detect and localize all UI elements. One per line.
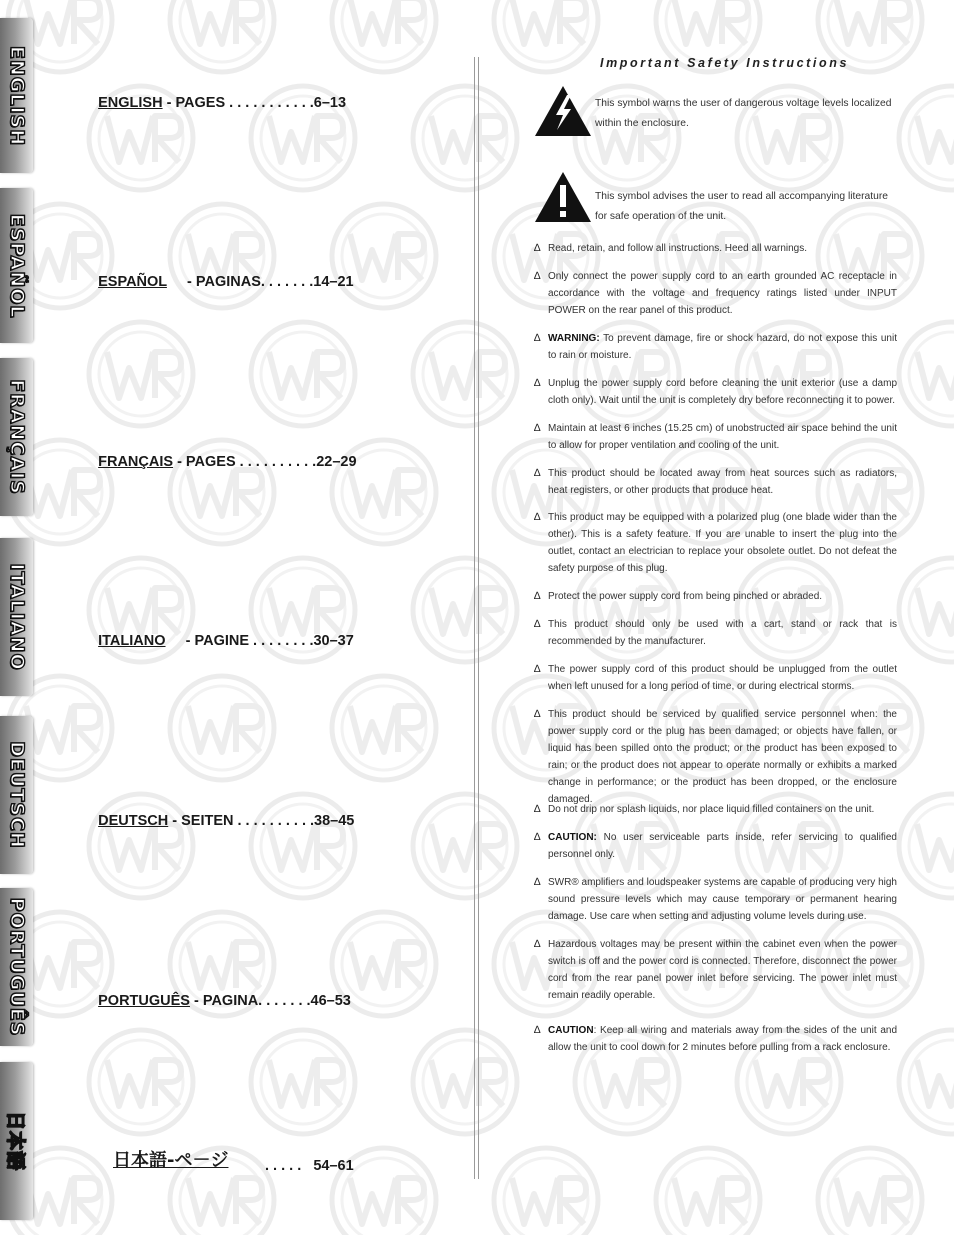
bullet-delta: ∆ — [534, 270, 541, 282]
bullet-delta: ∆ — [534, 1024, 541, 1036]
bullet-delta: ∆ — [534, 590, 541, 602]
bullet-delta: ∆ — [534, 708, 541, 720]
toc-entry-portugues[interactable] — [82, 977, 351, 1025]
toc-japanese-page-range: . . . . . 54–61 — [265, 1158, 354, 1174]
tab-espanol-label: ESPAÑOL — [5, 213, 28, 318]
toc-language-name: DEUTSCH — [98, 813, 169, 829]
item-text: SWR® amplifiers and loudspeaker systems are capable of producing very high sound pressure levels which may cause temporary or permanent hearing damage. Use care when setting and adjusting volume levels during use. — [548, 877, 897, 922]
item-prefix: CAUTION: — [548, 832, 597, 843]
toc-language-name: FRANÇAIS — [98, 454, 174, 470]
bullet-delta: ∆ — [534, 831, 541, 843]
toc-entry-francais[interactable] — [82, 438, 357, 486]
item-text: To prevent damage, fire or shock hazard, do not expose this unit to rain or moisture. — [548, 333, 897, 361]
literature-warning-row — [534, 171, 898, 225]
tab-english-label: ENGLISH — [5, 45, 28, 146]
bullet-delta: ∆ — [534, 511, 541, 523]
toc-page-range: - PAGINA. . . . . . .46–53 — [189, 993, 351, 1009]
bullet-delta: ∆ — [534, 242, 541, 254]
item-text: Do not drip nor splash liquids, nor place liquid filled containers on the unit. — [548, 804, 875, 815]
toc-page-range: - PAGES . . . . . . . . . . .6–13 — [162, 95, 347, 111]
tab-portugues-label: PORTUGUÊS — [5, 897, 28, 1037]
toc-entry-english[interactable] — [82, 79, 346, 127]
bullet-delta: ∆ — [534, 618, 541, 630]
item-text: Maintain at least 6 inches (15.25 cm) of unobstructed air space behind the unit to allow for proper ventilation and cooling of the unit. — [548, 423, 897, 451]
item-prefix: CAUTION — [548, 1025, 594, 1036]
table-of-contents — [0, 0, 470, 1235]
item-text: This product should only be used with a cart, stand or rack that is recommended by the manufacturer. — [548, 619, 897, 647]
watermark-logo — [899, 794, 954, 898]
toc-language-name: PORTUGUÊS — [98, 993, 190, 1009]
tab-francais-label: FRANÇAIS — [5, 379, 28, 495]
watermark-logo — [899, 558, 954, 662]
lightning-warning-icon — [534, 85, 592, 137]
item-text: The power supply cord of this product should be unplugged from the outlet when left unused for a long period of time, or during electrical storms. — [548, 664, 897, 692]
toc-entry-japanese[interactable]: 日本語-ペ－ジ — [113, 1150, 229, 1171]
watermark-logo — [656, 1148, 760, 1235]
bullet-delta: ∆ — [534, 467, 541, 479]
column-divider-right — [478, 57, 479, 1179]
voltage-warning-row — [534, 85, 898, 139]
watermark-logo — [818, 1148, 922, 1235]
bullet-delta: ∆ — [534, 332, 541, 344]
watermark-logo — [494, 0, 598, 72]
toc-language-name: ENGLISH — [98, 95, 163, 111]
toc-page-range: - SEITEN . . . . . . . . . .38–45 — [168, 813, 355, 829]
toc-entry-espanol[interactable] — [82, 258, 354, 306]
toc-entry-italiano[interactable] — [82, 617, 354, 665]
tab-japanese-label: 日本語 — [4, 1110, 26, 1172]
literature-symbol-description: This symbol advises the user to read all accompanying literature for safe operation of the unit. — [595, 191, 889, 222]
bullet-delta: ∆ — [534, 938, 541, 950]
toc-language-name: ITALIANO — [98, 633, 166, 649]
item-prefix: WARNING: — [548, 333, 600, 344]
item-text: Protect the power supply cord from being pinched or abraded. — [548, 591, 823, 602]
item-text: This product should be located away from heat sources such as radiators, heat registers, or other products that produce heat. — [548, 468, 897, 496]
toc-page-range: - PAGINE . . . . . . . .30–37 — [165, 633, 354, 649]
bullet-delta: ∆ — [534, 803, 541, 815]
bullet-delta: ∆ — [534, 876, 541, 888]
watermark-logo — [494, 1148, 598, 1235]
watermark-logo — [899, 322, 954, 426]
item-text: Only connect the power supply cord to an earth grounded AC receptacle in accordance with the voltage and frequency ratings listed under INPUT POWER on the rear panel of this product. — [548, 271, 897, 316]
item-text: This product should be serviced by qualified service personnel when: the power supply cord or the plug has been damaged; or objects have fallen, or liquid has been spilled onto the product; or the product has been exposed to rain; or the product does not appear to operate normally or exhibits a marked change in performance; or the product has been dropped, or the enclosure damaged. — [548, 709, 897, 805]
item-text: Read, retain, and follow all instructions. Heed all warnings. — [548, 243, 808, 254]
bullet-delta: ∆ — [534, 663, 541, 675]
item-text: No user serviceable parts inside, refer servicing to qualified personnel only. — [548, 832, 897, 860]
exclamation-warning-icon — [534, 171, 592, 223]
toc-entry-deutsch[interactable] — [82, 797, 354, 845]
toc-language-name: ESPAÑOL — [98, 274, 167, 290]
bullet-delta: ∆ — [534, 377, 541, 389]
item-text: Unplug the power supply cord before cleaning the unit exterior (use a damp cloth only). Wait until the unit is completely dry before reconnecting it to power. — [548, 378, 897, 406]
item-text: Hazardous voltages may be present within the cabinet even when the power switch is off and the power cord is connected. Therefore, disconnect the power cord from the rear panel power inlet before servicing. The power inlet must remain readily operable. — [548, 939, 897, 1001]
bullet-delta: ∆ — [534, 422, 541, 434]
toc-page-range: - PAGES . . . . . . . . . .22–29 — [173, 454, 357, 470]
watermark-logo — [899, 1030, 954, 1134]
toc-page-range: - PAGINAS. . . . . . .14–21 — [166, 274, 354, 290]
safety-title: Important Safety Instructions — [600, 56, 850, 70]
item-text: This product may be equipped with a polarized plug (one blade wider than the other). This is a safety feature. If you are unable to insert the plug into the outlet, contact an electrician to replace your obsolete outlet. Do not defeat the safety purpose of this plug. — [548, 512, 897, 574]
tab-italiano-label: ITALIANO — [5, 563, 28, 671]
voltage-symbol-description: This symbol warns the user of dangerous voltage levels localized within the enclosure. — [595, 98, 892, 129]
watermark-logo — [899, 86, 954, 190]
tab-deutsch-label: DEUTSCH — [5, 741, 28, 849]
column-divider-left — [474, 57, 475, 1179]
item-text: : Keep all wiring and materials away from the sides of the unit and allow the unit to cool down for 2 minutes before pulling from a rack enclosure. — [548, 1025, 897, 1053]
